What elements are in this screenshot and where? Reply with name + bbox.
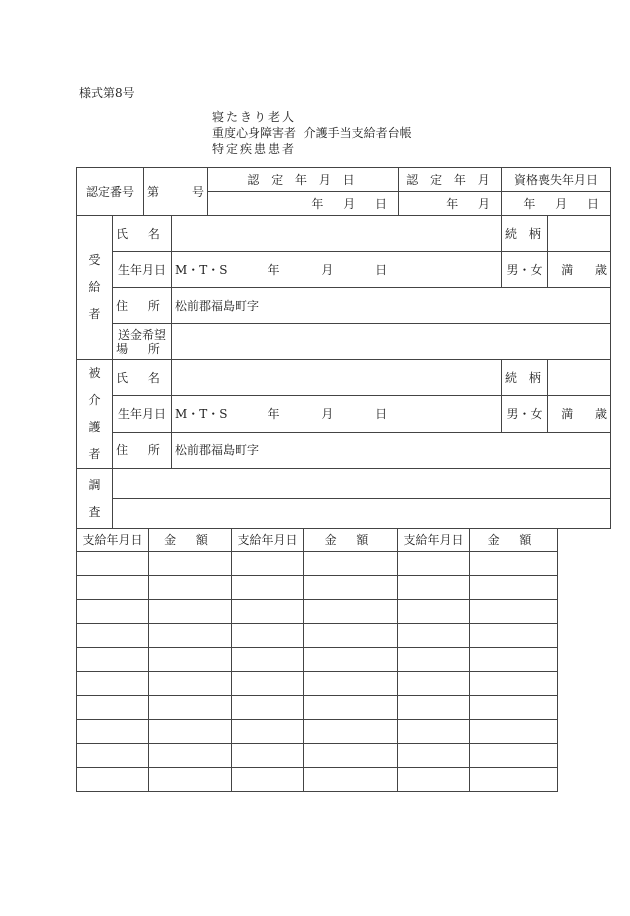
caree-age-field[interactable]: 満 歳 (548, 396, 611, 432)
remittance-place-label-1: 送金希望 (118, 327, 167, 342)
caree-era-options: M・T・S (175, 406, 228, 421)
payment-date-cell[interactable] (232, 648, 304, 672)
payment-date-cell[interactable] (398, 600, 470, 624)
ledger-table (76, 167, 611, 529)
cert-date-value[interactable]: 年 月 日 (208, 192, 399, 216)
payment-row (77, 624, 558, 648)
payment-date-cell[interactable] (398, 552, 470, 576)
payment-amount-cell[interactable] (304, 600, 398, 624)
recipient-sex-options[interactable]: 男・女 (502, 252, 548, 288)
recipient-dob-ymd: 年 月 日 (267, 262, 388, 277)
payment-amount-header: 金 額 (304, 529, 398, 552)
caree-relation-label: 続 柄 (502, 360, 548, 396)
payment-amount-cell[interactable] (470, 672, 558, 696)
caree-dob-field[interactable] (172, 396, 502, 432)
recipient-name-field[interactable] (172, 216, 502, 252)
recipient-relation-field[interactable] (548, 216, 611, 252)
cert-number-go: 号 (192, 184, 205, 199)
payment-amount-cell[interactable] (304, 648, 398, 672)
payment-row (77, 648, 558, 672)
payment-amount-cell[interactable] (304, 576, 398, 600)
cert-month-value[interactable]: 年 月 (399, 192, 502, 216)
payment-amount-cell[interactable] (470, 600, 558, 624)
payment-amount-cell[interactable] (304, 672, 398, 696)
payment-amount-cell[interactable] (470, 768, 558, 792)
recipient-name-label: 氏 名 (113, 216, 172, 252)
payment-amount-cell[interactable] (304, 696, 398, 720)
payment-amount-cell[interactable] (304, 624, 398, 648)
payment-amount-cell[interactable] (149, 744, 232, 768)
payment-row (77, 744, 558, 768)
recipient-address-label: 住 所 (113, 288, 172, 324)
recipient-address-field[interactable]: 松前郡福島町字 (172, 288, 611, 324)
payment-date-cell[interactable] (232, 576, 304, 600)
caree-section-text: 被介護者 (88, 366, 101, 461)
title-line-2-prefix: 重度心身障害者 (212, 126, 297, 140)
payment-amount-cell[interactable] (304, 744, 398, 768)
caree-address-field[interactable]: 松前郡福島町字 (172, 432, 611, 468)
recipient-relation-label: 続 柄 (502, 216, 548, 252)
payment-date-cell[interactable] (398, 672, 470, 696)
payment-date-cell[interactable] (398, 744, 470, 768)
survey-label-text: 調査 (88, 477, 101, 519)
cert-number-dai: 第 (147, 184, 160, 199)
payment-amount-cell[interactable] (470, 576, 558, 600)
payment-row (77, 768, 558, 792)
remittance-place-field[interactable] (172, 324, 611, 360)
recipient-section-text: 受給者 (88, 253, 101, 321)
payment-date-cell[interactable] (77, 576, 149, 600)
payment-amount-cell[interactable] (149, 696, 232, 720)
payment-amount-cell[interactable] (149, 672, 232, 696)
caree-relation-field[interactable] (548, 360, 611, 396)
payment-amount-cell[interactable] (149, 768, 232, 792)
payment-amount-cell[interactable] (149, 600, 232, 624)
payment-date-cell[interactable] (232, 768, 304, 792)
payment-amount-cell[interactable] (304, 768, 398, 792)
payment-date-cell[interactable] (232, 720, 304, 744)
caree-dob-label: 生年月日 (113, 396, 172, 432)
title-line-1: 寝たきり老人 (212, 110, 297, 124)
payment-date-cell[interactable] (77, 624, 149, 648)
payment-date-cell[interactable] (77, 744, 149, 768)
survey-label (77, 469, 113, 529)
payment-date-cell[interactable] (77, 768, 149, 792)
caree-name-field[interactable] (172, 360, 502, 396)
survey-field-2[interactable] (113, 499, 611, 529)
payment-date-cell[interactable] (77, 720, 149, 744)
recipient-era-options: M・T・S (175, 262, 228, 277)
cert-date-label: 認 定 年 月 日 (208, 168, 399, 192)
caree-dob-ymd: 年 月 日 (267, 406, 388, 421)
payment-row (77, 720, 558, 744)
caree-section-label (77, 360, 113, 469)
payment-date-cell[interactable] (77, 600, 149, 624)
payment-date-cell[interactable] (77, 672, 149, 696)
remittance-place-label-2: 場 所 (116, 341, 168, 356)
recipient-section-label (77, 216, 113, 360)
recipient-dob-field[interactable] (172, 252, 502, 288)
payment-amount-cell[interactable] (149, 552, 232, 576)
payment-date-header: 支給年月日 (232, 529, 304, 552)
form-number: 様式第8号 (79, 86, 135, 100)
caree-address-label: 住 所 (113, 432, 172, 468)
payment-date-cell[interactable] (232, 744, 304, 768)
payment-amount-header: 金 額 (149, 529, 232, 552)
survey-field-1[interactable] (113, 469, 611, 499)
payment-amount-cell[interactable] (470, 648, 558, 672)
payment-amount-cell[interactable] (470, 624, 558, 648)
payment-date-header: 支給年月日 (398, 529, 470, 552)
payment-date-cell[interactable] (232, 696, 304, 720)
remittance-place-label (113, 324, 172, 360)
payment-date-header: 支給年月日 (77, 529, 149, 552)
title-line-3: 特定疾患患者 (212, 142, 297, 156)
payment-amount-cell[interactable] (149, 648, 232, 672)
payment-date-cell[interactable] (398, 648, 470, 672)
cert-number-field[interactable] (144, 168, 208, 216)
payment-row (77, 576, 558, 600)
payment-amount-header: 金 額 (470, 529, 558, 552)
payment-date-cell[interactable] (398, 768, 470, 792)
payment-row (77, 672, 558, 696)
recipient-age-field[interactable]: 満 歳 (548, 252, 611, 288)
cert-month-label: 認 定 年 月 (399, 168, 502, 192)
payment-date-cell[interactable] (398, 696, 470, 720)
payment-amount-cell[interactable] (304, 552, 398, 576)
payment-row (77, 552, 558, 576)
qualification-loss-date-value[interactable]: 年 月 日 (502, 192, 611, 216)
payment-amount-cell[interactable] (470, 696, 558, 720)
payment-amount-cell[interactable] (470, 720, 558, 744)
payment-row (77, 696, 558, 720)
recipient-dob-label: 生年月日 (113, 252, 172, 288)
title-line-2 (212, 126, 412, 140)
payment-amount-cell[interactable] (470, 552, 558, 576)
payment-date-cell[interactable] (398, 720, 470, 744)
payment-row (77, 600, 558, 624)
payment-date-cell[interactable] (232, 552, 304, 576)
title-line-2-suffix: 介護手当支給者台帳 (303, 126, 412, 140)
caree-sex-options[interactable]: 男・女 (502, 396, 548, 432)
payment-amount-cell[interactable] (470, 744, 558, 768)
payment-amount-cell[interactable] (304, 720, 398, 744)
payment-date-cell[interactable] (232, 672, 304, 696)
payment-date-cell[interactable] (398, 576, 470, 600)
qualification-loss-date-label: 資格喪失年月日 (502, 168, 611, 192)
payment-amount-cell[interactable] (149, 720, 232, 744)
payment-date-cell[interactable] (232, 600, 304, 624)
caree-name-label: 氏 名 (113, 360, 172, 396)
payment-amount-cell[interactable] (149, 624, 232, 648)
payment-amount-cell[interactable] (149, 576, 232, 600)
payment-date-cell[interactable] (77, 648, 149, 672)
cert-number-label: 認定番号 (77, 168, 144, 216)
payment-table (76, 528, 558, 792)
payment-date-cell[interactable] (77, 696, 149, 720)
payment-date-cell[interactable] (398, 624, 470, 648)
payment-date-cell[interactable] (77, 552, 149, 576)
payment-date-cell[interactable] (232, 624, 304, 648)
